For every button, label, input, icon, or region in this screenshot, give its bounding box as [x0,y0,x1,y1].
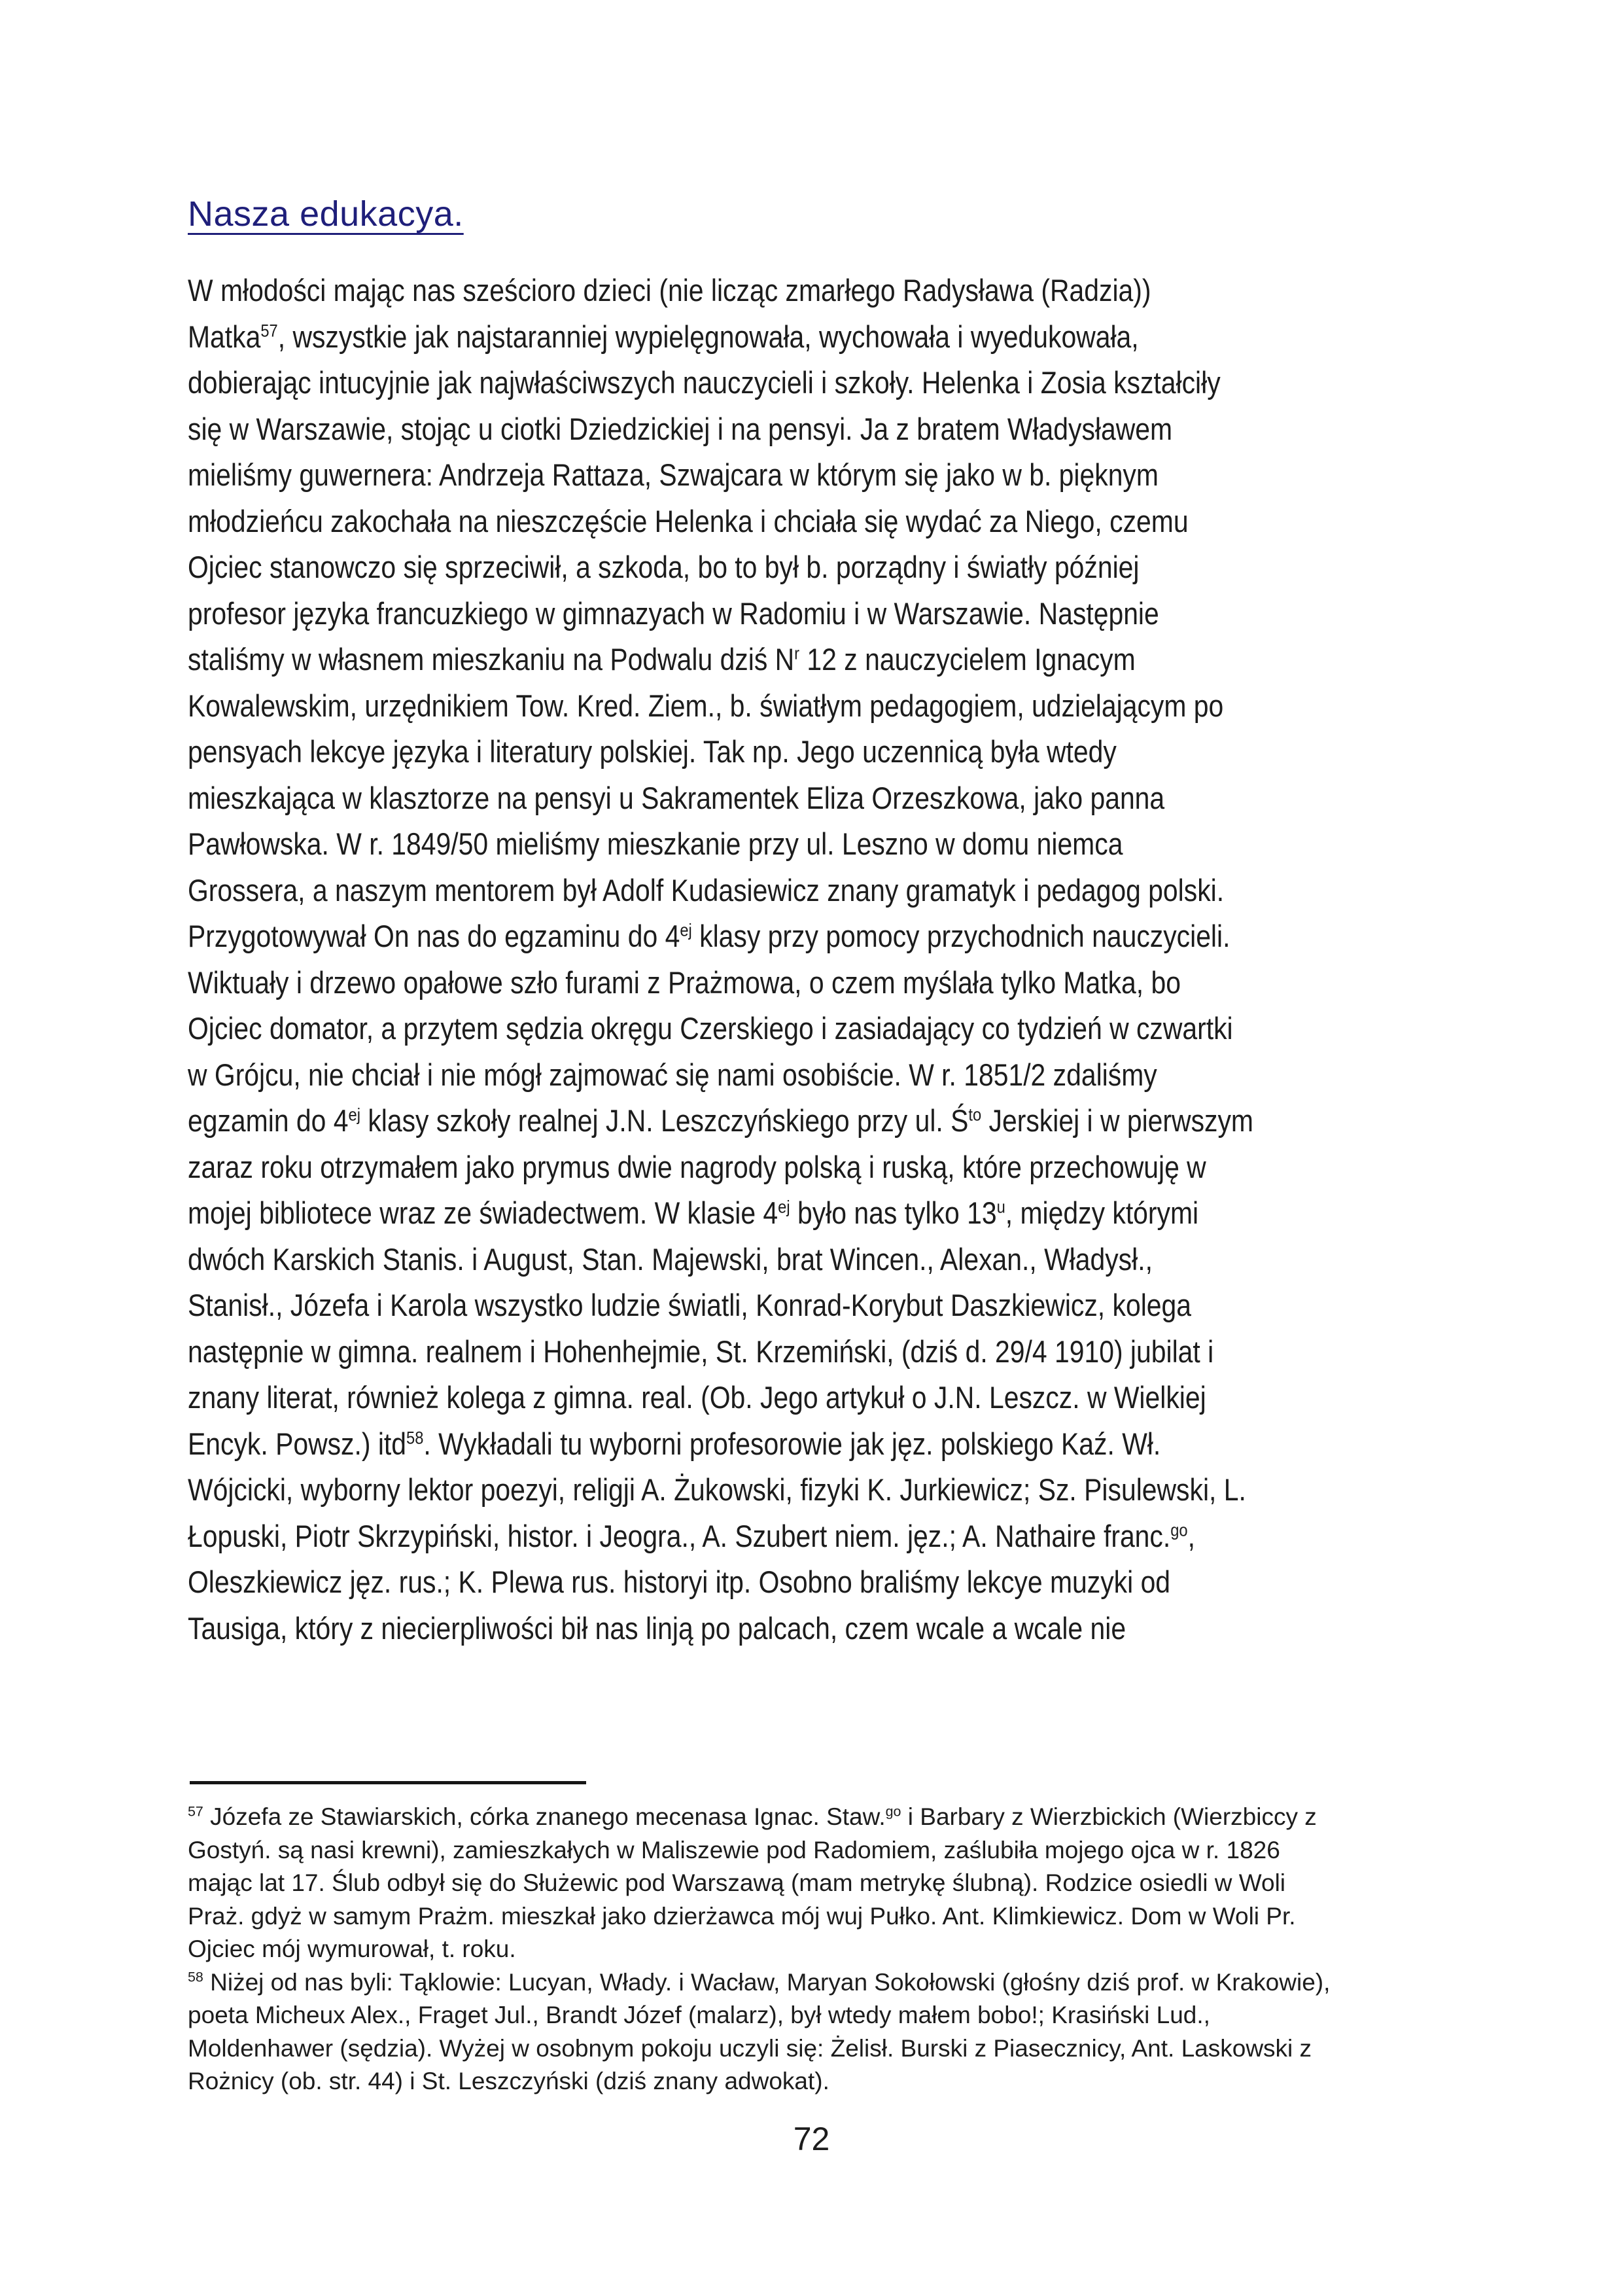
body-line: mojej bibliotece wraz ze świadectwem. W klasie $4^{ej}$ było nas tylko 13$^u$, między którymi [188,1195,1199,1230]
footnote-line: $^{58}$ Niżej od nas byli: Tąklowie: Lucyan, Włady. i Wacław, Maryan Sokołowski (głośny dziś prof. w Krakowie), [188,1968,1331,1996]
footnote-line: Gostyń. są nasi krewni), zamieszkałych w Maliszewie pod Radomiem, zaślubiła mojego ojca w r. 1826 [188,1836,1280,1863]
superscript-marker: 57 [188,1803,203,1820]
footnote-2 [188,1966,1480,2098]
body-line: w Grójcu, nie chciał i nie mógł zajmować się nami osobiście. W r. 1851/2 zdaliśmy [188,1057,1157,1092]
body-line: Tausiga, który z niecierpliwości bił nas linją po palcach, czem wcale a wcale nie [188,1610,1126,1646]
section-heading: Nasza edukacya. [188,194,464,234]
body-line: egzamin do $4^{ej}$ klasy szkoły realnej J.N. Leszczyńskiego przy ul. $Ś^{to}$ Jerskiej i w pierwszym [188,1103,1253,1138]
superscript-marker: u [996,1196,1005,1217]
body-line: Łopuski, Piotr Skrzypiński, histor. i Jeogra., A. Szubert niem. jęz.; A. Nathaire franc.$^{go}$, [188,1518,1195,1553]
body-paragraph [188,268,1503,1651]
footnote-line: Praż. gdyż w samym Prażm. mieszkał jako dzierżawca mój wuj Pułko. Ant. Klimkiewicz. Dom w Woli Pr. [188,1902,1296,1930]
footnote-separator [190,1781,586,1784]
superscript-marker: ej [348,1104,360,1125]
body-line: Wiktuały i drzewo opałowe szło furami z Prażmowa, o czem myślała tylko Matka, bo [188,964,1181,1000]
body-line: młodzieńcu zakochała na nieszczęście Helenka i chciała się wydać za Niego, czemu [188,503,1189,539]
body-line: zaraz roku otrzymałem jako prymus dwie nagrody polską i ruską, które przechowuję w [188,1149,1206,1184]
superscript-marker: 57 [260,319,278,340]
body-line: Ojciec stanowczo się sprzeciwił, a szkoda, bo to był b. porządny i światły później [188,550,1140,584]
superscript-marker: 58 [406,1426,424,1447]
footnote-line: Moldenhawer (sędzia). Wyżej w osobnym pokoju uczyli się: Żelisł. Burski z Piasecznicy, Ant. Laskowski z [188,2034,1312,2062]
body-line: Oleszkiewicz jęz. rus.; K. Plewa rus. historyi itp. Osobno braliśmy lekcye muzyki od [188,1564,1171,1599]
body-line: Matka$^{57}$, wszystkie jak najstaranniej wypielęgnowała, wychowała i wyedukowała, [188,319,1139,354]
body-line: Wójcicki, wyborny lektor poezyi, religji A. Żukowski, fizyki K. Jurkiewicz; Sz. Pisulewski, L. [188,1472,1246,1507]
body-line: Ojciec domator, a przytem sędzia okręgu Czerskiego i zasiadający co tydzień w czwartki [188,1011,1233,1046]
superscript-marker: r [794,643,800,663]
body-line: następnie w gimna. realnem i Hohenhejmie, St. Krzemiński, (dziś d. 29/4 1910) jubilat i [188,1333,1214,1369]
footnote-line: $^{57}$ Józefa ze Stawiarskich, córka znanego mecenasa Ignac. Staw.$^{go}$ i Barbary z Wierzbickich (Wierzbiccy z [188,1803,1317,1830]
body-line: staliśmy w własnem mieszkaniu na Podwalu dziś $N^r$ 12 z nauczycielem Ignacym [188,642,1136,677]
superscript-marker: to [968,1104,982,1125]
body-line: pensyach lekcye języka i literatury polskiej. Tak np. Jego uczennicą była wtedy [188,734,1117,769]
footnote-line: Rożnicy (ob. str. 44) i St. Leszczyński (dziś znany adwokat). [188,2068,829,2094]
superscript-marker: ej [778,1196,790,1217]
body-line: Encyk. Powsz.) itd$^{58}$. Wykładali tu wyborni profesorowie jak jęz. polskiego Kaź. Wł. [188,1426,1161,1461]
superscript-marker: go [1170,1519,1188,1540]
body-line: Przygotowywał On nas do egzaminu do $4^{ej}$ klasy przy pomocy przychodnich nauczycieli. [188,919,1230,953]
body-line: Pawłowska. W r. 1849/50 mieliśmy mieszkanie przy ul. Leszno w domu niemca [188,826,1123,861]
body-line: Kowalewskim, urzędnikiem Tow. Kred. Ziem., b. światłym pedagogiem, udzielającym po [188,688,1224,723]
body-line: dobierając intucyjnie jak najwłaściwszych nauczycieli i szkoły. Helenka i Zosia kształciły [188,365,1221,400]
superscript-marker: ej [680,919,692,940]
footnote-1 [188,1801,1480,1966]
footnote-line: poeta Micheux Alex., Fraget Jul., Brandt Józef (malarz), był wtedy małem bobo!; Krasiński Lud., [188,2002,1210,2028]
superscript-marker: go [885,1803,901,1820]
body-line: się w Warszawie, stojąc u ciotki Dziedzickiej i na pensyi. Ja z bratem Władysławem [188,411,1173,446]
body-line: profesor języka francuzkiego w gimnazyach w Radomiu i w Warszawie. Następnie [188,595,1159,631]
body-line: Grossera, a naszym mentorem był Adolf Kudasiewicz znany gramatyk i pedagog polski. [188,872,1225,908]
body-line: dwóch Karskich Stanis. i August, Stan. Majewski, brat Wincen., Alexan., Władysł., [188,1241,1153,1277]
page-number: 72 [793,2121,830,2157]
body-line: Stanisł., Józefa i Karola wszystko ludzie światli, Konrad-Korybut Daszkiewicz, kolega [188,1288,1192,1322]
superscript-marker: 58 [188,1969,203,1985]
body-line: mieliśmy guwernera: Andrzeja Rattaza, Szwajcara w którym się jako w b. pięknym [188,457,1159,492]
footnote-line: mając lat 17. Ślub odbył się do Służewic pod Warszawą (mam metrykę ślubną). Rodzice osiedli w Woli [188,1869,1286,1896]
footnote-line: Ojciec mój wymurował, t. roku. [188,1935,516,1962]
body-line: mieszkająca w klasztorze na pensyi u Sakramentek Eliza Orzeszkowa, jako panna [188,780,1165,815]
body-line: znany literat, również kolega z gimna. real. (Ob. Jego artykuł o J.N. Leszcz. w Wielkiej [188,1380,1206,1415]
body-line: W młodości mając nas sześcioro dzieci (nie licząc zmarłego Radysława (Radzia)) [188,273,1151,308]
footnotes-section [188,1801,1480,2098]
